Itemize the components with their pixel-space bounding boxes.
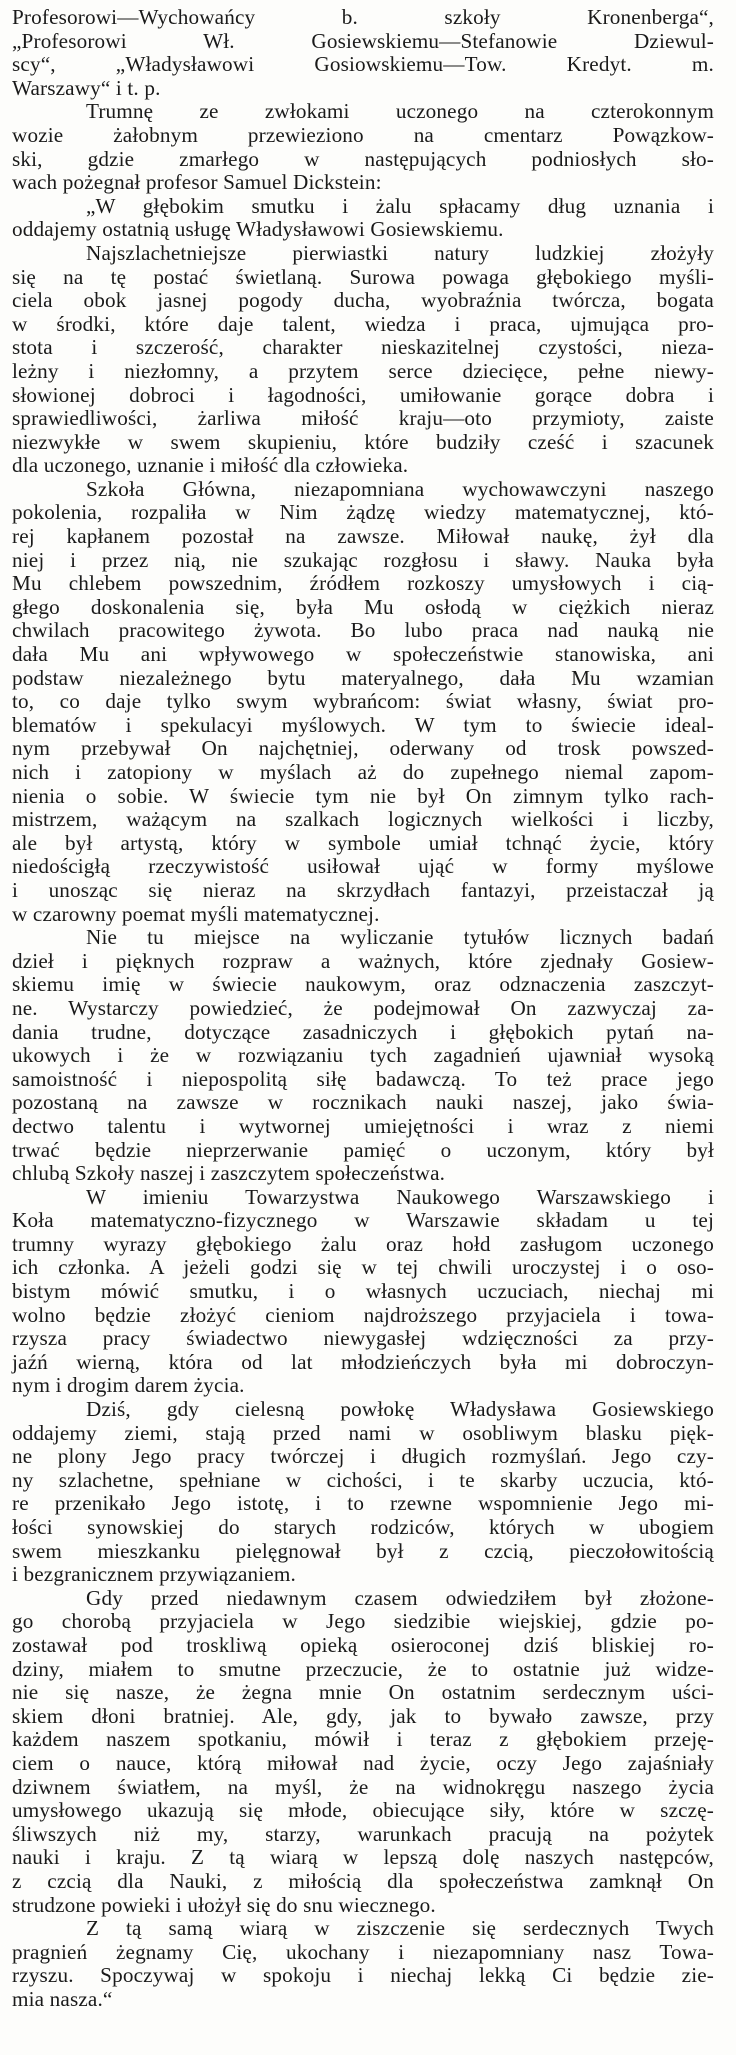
text-line: oddajemy ziemi, stają przed nami w osobliwym blasku pięk-	[12, 1420, 714, 1445]
text-line: nienia o sobie. W świecie tym nie był On zimnym tylko rach-	[12, 783, 714, 808]
text-line: oddajemy ostatnią usługę Władysławowi Gosiewskiemu.	[12, 217, 504, 242]
text-line: rej kapłanem pozostał na zawsze. Miłował naukę, żył dla	[12, 524, 714, 549]
paragraph-farewell	[12, 1917, 714, 2011]
text-line: ciela obok jasnej pogody ducha, wyobraźnia twórcza, bogata	[12, 288, 714, 313]
text-line: dania trudne, dotyczące zasadniczych i głębokich pytań na-	[12, 1019, 714, 1044]
text-line: niedościgłą rzeczywistość usiłował ująć w formy myślowe	[12, 854, 714, 879]
text-line: swem mieszkanku pielęgnował był z czcią, pieczołowitością	[12, 1538, 714, 1563]
text-line: Najszlachetniejsze pierwiastki natury ludzkiej złożyły	[86, 240, 714, 265]
text-line: Szkoła Główna, niezapomniana wychowawczyni naszego	[86, 476, 714, 501]
text-line: re przenikało Jego istotę, i to rzewne wspomnienie Jego mi-	[12, 1491, 714, 1516]
text-line: scy“, „Władysławowi Gosiowskiemu—Tow. Kredyt. m.	[12, 52, 714, 77]
text-line: skiemu imię w świecie naukowym, oraz odznaczenia zaszczyt-	[12, 972, 714, 997]
text-line: słowionej dobroci i łagodności, umiłowanie gorące dobra i	[12, 382, 714, 407]
text-line: „W głębokim smutku i żalu spłacamy dług uznania i	[86, 193, 714, 218]
text-line: W imieniu Towarzystwa Naukowego Warszawskiego i	[86, 1184, 714, 1209]
text-line: bistym mówić smutku, i o własnych uczuciach, niechaj mi	[12, 1279, 714, 1304]
text-line: Z tą samą wiarą w ziszczenie się serdecznych Twych	[86, 1916, 714, 1941]
text-line: ale był artystą, który w symbole umiał tchnąć życie, który	[12, 830, 714, 855]
text-line: Warszawy“ i t. p.	[12, 75, 161, 100]
text-line: każdem naszem spotkaniu, mówił i teraz z głębokiem przeję-	[12, 1727, 714, 1752]
text-line: Profesorowi—Wychowańcy b. szkoły Kronenberga“,	[12, 5, 714, 29]
text-line: nym przebywał On najchętniej, oderwany od trosk powszed-	[12, 736, 714, 761]
text-line: Koła matematyczno-fizycznego w Warszawie składam u tej	[12, 1208, 714, 1233]
text-line: trumny wyrazy głębokiego żalu oraz hołd zasługom uczonego	[12, 1231, 714, 1256]
text-line: łości synowskiej do starych rodziców, których w ubogiem	[12, 1515, 714, 1539]
text-line: zostawał pod troskliwą opieką osieroconej dziś bliskiej ro-	[12, 1632, 714, 1657]
text-line: ny szlachetne, spełniane w cichości, i te skarby uczucia, któ-	[12, 1467, 714, 1492]
text-line: Gdy przed niedawnym czasem odwiedziłem był złożone-	[86, 1585, 714, 1610]
paragraph-works	[12, 926, 714, 1186]
text-line: w środki, które daje talent, wiedza i praca, ujmująca pro-	[12, 311, 714, 336]
text-line: „Profesorowi Wł. Gosiewskiemu—Stefanowie Dziewul-	[12, 28, 714, 53]
paragraph-wreaths	[12, 6, 714, 100]
text-line: rzysza pracy świadectwo niewygasłej wdzięczności za przy-	[12, 1326, 714, 1351]
text-line: Dziś, gdy cielesną powłokę Władysława Gosiewskiego	[86, 1397, 714, 1422]
paragraph-school	[12, 478, 714, 926]
paragraph-funeral	[12, 100, 714, 194]
text-line: ciem o nauce, którą miłował nad życie, oczy Jego zajaśniały	[12, 1750, 714, 1775]
text-line: go chorobą przyjaciela w Jego siedzibie wiejskiej, gdzie po-	[12, 1609, 714, 1634]
text-line: skiem dłoni bratniej. Ale, gdy, jak to bywało zawsze, przy	[12, 1703, 714, 1728]
text-line: wozie żałobnym przewieziono na cmentarz Powązkow-	[12, 122, 714, 147]
text-line: ukowych i że w rozwiązaniu tych zagadnień ujawniał wysoką	[12, 1043, 714, 1068]
text-line: dziwnem światłem, na myśl, że na widnokręgu naszego życia	[12, 1774, 714, 1799]
text-line: i bezgranicznem przywiązaniem.	[12, 1562, 296, 1587]
text-line: w czarowny poemat myśli matematycznej.	[12, 901, 380, 926]
text-line: nauki i kraju. Z tą wiarą w lepszą dolę naszych następców,	[12, 1845, 714, 1870]
text-line: sprawiedliwości, żarliwa miłość kraju—oto przymioty, zaiste	[12, 406, 714, 431]
text-line: dectwo talentu i wytwornej umiejętności i wraz z niemi	[12, 1113, 714, 1138]
paragraph-today	[12, 1398, 714, 1587]
paragraph-last-visit	[12, 1587, 714, 1917]
article-body	[12, 6, 714, 2011]
text-line: chlubą Szkoły naszej i zaszczytem społeczeństwa.	[12, 1161, 446, 1186]
text-line: umysłowego ukazują się młode, obiecujące siły, które w szczę-	[12, 1798, 714, 1823]
text-line: pozostaną na zawsze w rocznikach nauki naszej, jako świa-	[12, 1090, 714, 1115]
text-line: dzieł i pięknych rozpraw a ważnych, które zjednały Gosiew-	[12, 948, 714, 973]
text-line: chwilach pracowitego żywota. Bo lubo praca nad nauką nie	[12, 618, 714, 643]
text-line: jaźń wierną, która od lat młodzieńczych była mi dobroczyn-	[12, 1349, 714, 1374]
text-line: Trumnę ze zwłokami uczonego na czterokonnym	[86, 99, 714, 124]
text-line: pragnień żegnamy Cię, ukochany i niezapomniany nasz Towa-	[12, 1939, 714, 1964]
text-line: z czcią dla Nauki, z miłością dla społeczeństwa zamknął On	[12, 1868, 714, 1893]
text-line: niej i przez nią, nie szukając rozgłosu i sławy. Nauka była	[12, 547, 714, 572]
text-line: nich i zatopiony w myślach aż do zupełnego niemal zapom-	[12, 760, 714, 784]
text-line: ich członka. A jeżeli godzi się w tej chwili uroczystej i o oso-	[12, 1255, 714, 1280]
text-line: głego doskonalenia się, była Mu osłodą w ciężkich nieraz	[12, 594, 714, 619]
text-line: dziny, miałem to smutne przeczucie, że to ostatnie już widze-	[12, 1656, 714, 1681]
text-line: stota i szczerość, charakter nieskazitelnej czystości, nieza-	[12, 335, 714, 360]
text-line: ne plony Jego pracy twórczej i długich rozmyślań. Jego czy-	[12, 1444, 714, 1469]
text-line: dla uczonego, uznanie i miłość dla człowieka.	[12, 453, 409, 478]
text-line: to, co daje tylko swym wybrańcom: świat własny, świat pro-	[12, 689, 714, 714]
text-line: rzyszu. Spoczywaj w spokoju i niechaj lekką Ci będzie zie-	[12, 1963, 714, 1988]
text-line: śliwszych niż my, starzy, warunkach pracują na pożytek	[12, 1821, 714, 1846]
text-line: leżny i niezłomny, a przytem serce dziecięce, pełne niewy-	[12, 358, 714, 383]
text-line: mia nasza.“	[12, 1986, 113, 2011]
text-line: mistrzem, ważącym na szalkach logicznych wielkości i liczby,	[12, 807, 714, 832]
text-line: nym i drogim darem życia.	[12, 1373, 245, 1398]
text-line: strudzone powieki i ułożył się do snu wiecznego.	[12, 1892, 436, 1917]
text-line: blematów i spekulacyi myślowych. W tym to świecie ideal-	[12, 712, 714, 737]
text-line: pokolenia, rozpaliła w Nim żądzę wiedzy matematycznej, któ-	[12, 500, 714, 525]
paragraph-society	[12, 1186, 714, 1398]
text-line: podstaw niezależnego bytu materyalnego, dała Mu wzamian	[12, 665, 714, 690]
text-line: Mu chlebem powszednim, źródłem rozkoszy umysłowych i cią-	[12, 571, 714, 596]
text-line: nie się nasze, że żegna mnie On ostatnim serdecznym uści-	[12, 1680, 714, 1705]
text-line: samoistność i niepospolitą siłę badawczą. To też prace jego	[12, 1066, 714, 1091]
text-line: ski, gdzie zmarłego w następujących podniosłych sło-	[12, 146, 714, 171]
paragraph-character	[12, 242, 714, 478]
text-line: ne. Wystarczy powiedzieć, że podejmował On zazwyczaj za-	[12, 995, 714, 1020]
text-line: się na tę postać świetlaną. Surowa powaga głębokiego myśli-	[12, 264, 714, 289]
text-line: Nie tu miejsce na wyliczanie tytułów licznych badań	[86, 925, 714, 950]
text-line: i unosząc się nieraz na skrzydłach fantazyi, przeistaczał ją	[12, 877, 714, 902]
text-line: trwać będzie nieprzerwanie pamięć o uczonym, który był	[12, 1137, 714, 1162]
paragraph-speech-opening	[12, 195, 714, 242]
text-line: wolno będzie złożyć cieniom najdroższego przyjaciela i towa-	[12, 1302, 714, 1327]
text-line: wach pożegnał profesor Samuel Dickstein:	[12, 170, 382, 195]
text-line: niezwykłe w swem skupieniu, które budziły cześć i szacunek	[12, 429, 714, 454]
text-line: dała Mu ani wpływowego w społeczeństwie stanowiska, ani	[12, 642, 714, 667]
